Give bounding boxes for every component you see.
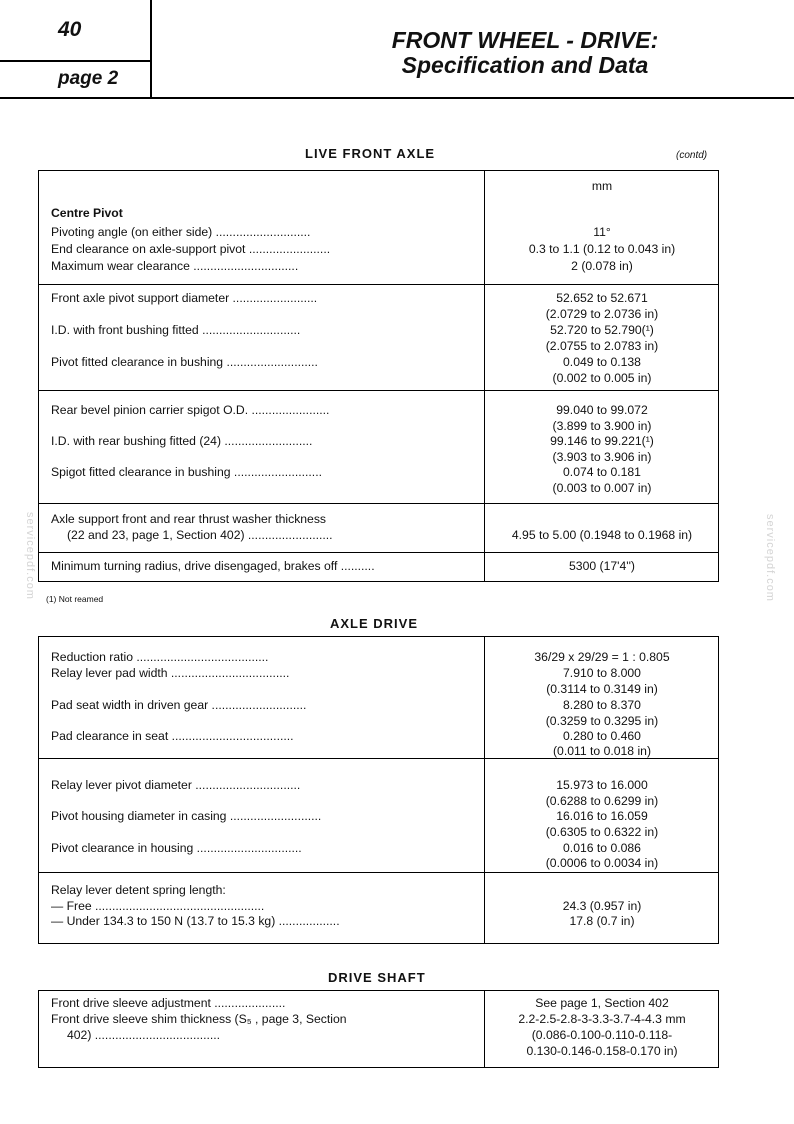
spec-label: (22 and 23, page 1, Section 402) ......................... <box>67 528 333 542</box>
page-title: FRONT WHEEL - DRIVE: <box>391 27 659 53</box>
spec-label: I.D. with rear bushing fitted (24) .......................... <box>51 434 313 448</box>
spec-value: (3.903 to 3.906 in) <box>552 450 652 464</box>
spec-label: Pad clearance in seat .................................... <box>51 729 294 743</box>
spec-value: See page 1, Section 402 <box>535 996 669 1010</box>
spec-value: (0.002 to 0.005 in) <box>552 371 652 385</box>
spec-label: Front drive sleeve adjustment ..................... <box>51 996 286 1010</box>
spec-value: 99.146 to 99.221(¹) <box>550 434 654 448</box>
axle-drive-table <box>38 636 719 944</box>
spec-label: Pivot fitted clearance in bushing ........................... <box>51 355 318 369</box>
section-title-live-front-axle: LIVE FRONT AXLE <box>305 146 436 161</box>
spec-value: 52.652 to 52.671 <box>556 291 648 305</box>
spec-label: Pivot housing diameter in casing ........................... <box>51 809 322 823</box>
header-bottom-rule <box>0 97 794 99</box>
live-front-axle-table <box>38 170 719 582</box>
group-divider <box>39 503 718 504</box>
spec-label: Front axle pivot support diameter ......................... <box>51 291 318 305</box>
spec-value: 11° <box>593 225 611 239</box>
spec-label: I.D. with front bushing fitted ............................. <box>51 323 301 337</box>
spec-label: Minimum turning radius, drive disengaged, brakes off .......... <box>51 559 375 573</box>
spec-value: 17.8 (0.7 in) <box>569 914 635 928</box>
spec-value: 8.280 to 8.370 <box>563 698 641 712</box>
spec-label: Axle support front and rear thrust washer thickness <box>51 512 327 526</box>
spec-value: (0.011 to 0.018 in) <box>552 744 652 758</box>
spec-value: 52.720 to 52.790(¹) <box>550 323 654 337</box>
spec-value: 0.3 to 1.1 (0.12 to 0.043 in) <box>528 242 676 256</box>
spec-label: Pivoting angle (on either side) ............................ <box>51 225 311 239</box>
spec-value: 5300 (17'4'') <box>569 559 635 573</box>
spec-value: (2.0755 to 2.0783 in) <box>545 339 659 353</box>
spec-value: (0.6288 to 0.6299 in) <box>545 794 659 808</box>
spec-label: Relay lever pad width ................................... <box>51 666 290 680</box>
spec-value: 0.049 to 0.138 <box>563 355 641 369</box>
spec-label: Maximum wear clearance ............................... <box>51 259 299 273</box>
spec-value: 36/29 x 29/29 = 1 : 0.805 <box>534 650 670 664</box>
spec-value: (0.6305 to 0.6322 in) <box>545 825 659 839</box>
spec-label: — Under 134.3 to 150 N (13.7 to 15.3 kg) .................. <box>51 914 340 928</box>
spec-value: (0.0006 to 0.0034 in) <box>545 856 659 870</box>
section-title-axle-drive: AXLE DRIVE <box>330 616 419 631</box>
spec-value: 0.016 to 0.086 <box>563 841 641 855</box>
drive-shaft-table <box>38 990 719 1068</box>
spec-value: 2.2-2.5-2.8-3-3.3-3.7-4-4.3 mm <box>518 1012 686 1026</box>
spec-label: Reduction ratio ....................................... <box>51 650 269 664</box>
spec-value: 4.95 to 5.00 (0.1948 to 0.1968 in) <box>511 528 693 542</box>
watermark-left: servicepdf.com <box>24 512 36 600</box>
unit-header: mm <box>591 179 613 193</box>
spec-value: 99.040 to 99.072 <box>556 403 648 417</box>
spec-value: 7.910 to 8.000 <box>563 666 641 680</box>
spec-label: Pivot clearance in housing ............................... <box>51 841 302 855</box>
spec-label: Relay lever detent spring length: <box>51 883 226 897</box>
page-number: 40 <box>58 18 82 41</box>
watermark-right: servicepdf.com <box>764 514 776 602</box>
group-divider <box>39 872 718 873</box>
group-divider <box>39 284 718 285</box>
spec-value: (0.3114 to 0.3149 in) <box>546 682 658 696</box>
spec-value: (0.3259 to 0.3295 in) <box>545 714 659 728</box>
header-vertical-rule <box>150 0 152 98</box>
spec-value: 2 (0.078 in) <box>571 259 633 273</box>
spec-value: 0.280 to 0.460 <box>563 729 641 743</box>
spec-label: Spigot fitted clearance in bushing .......................... <box>51 465 322 479</box>
spec-label: Pad seat width in driven gear ............................ <box>51 698 307 712</box>
spec-label: Relay lever pivot diameter ............................... <box>51 778 301 792</box>
spec-value: (0.086-0.100-0.110-0.118- <box>531 1028 673 1042</box>
spec-value: 0.074 to 0.181 <box>563 465 641 479</box>
page-subtitle: Specification and Data <box>401 52 649 78</box>
contd-note: (contd) <box>676 150 708 161</box>
spec-value: (2.0729 to 2.0736 in) <box>545 307 659 321</box>
spec-label: — Free .................................................. <box>51 899 265 913</box>
section-title-drive-shaft: DRIVE SHAFT <box>328 970 426 985</box>
spec-label: Front drive sleeve shim thickness (S₅ , page 3, Section <box>51 1012 347 1026</box>
spec-label: End clearance on axle-support pivot ........................ <box>51 242 331 256</box>
centre-pivot-heading: Centre Pivot <box>51 206 123 220</box>
spec-value: 15.973 to 16.000 <box>556 778 648 792</box>
spec-value: 16.016 to 16.059 <box>556 809 648 823</box>
spec-label: 402) ..................................... <box>67 1028 221 1042</box>
spec-value: 24.3 (0.957 in) <box>562 899 642 913</box>
spec-value: 0.130-0.146-0.158-0.170 in) <box>526 1044 678 1058</box>
spec-label: Rear bevel pinion carrier spigot O.D. ....................... <box>51 403 330 417</box>
group-divider <box>39 390 718 391</box>
page-sub: page 2 <box>58 68 119 89</box>
header-left-rule <box>0 60 150 62</box>
footnote: (1) Not reamed <box>46 594 104 604</box>
group-divider <box>39 552 718 553</box>
spec-value: (0.003 to 0.007 in) <box>552 481 652 495</box>
spec-value: (3.899 to 3.900 in) <box>552 419 652 433</box>
